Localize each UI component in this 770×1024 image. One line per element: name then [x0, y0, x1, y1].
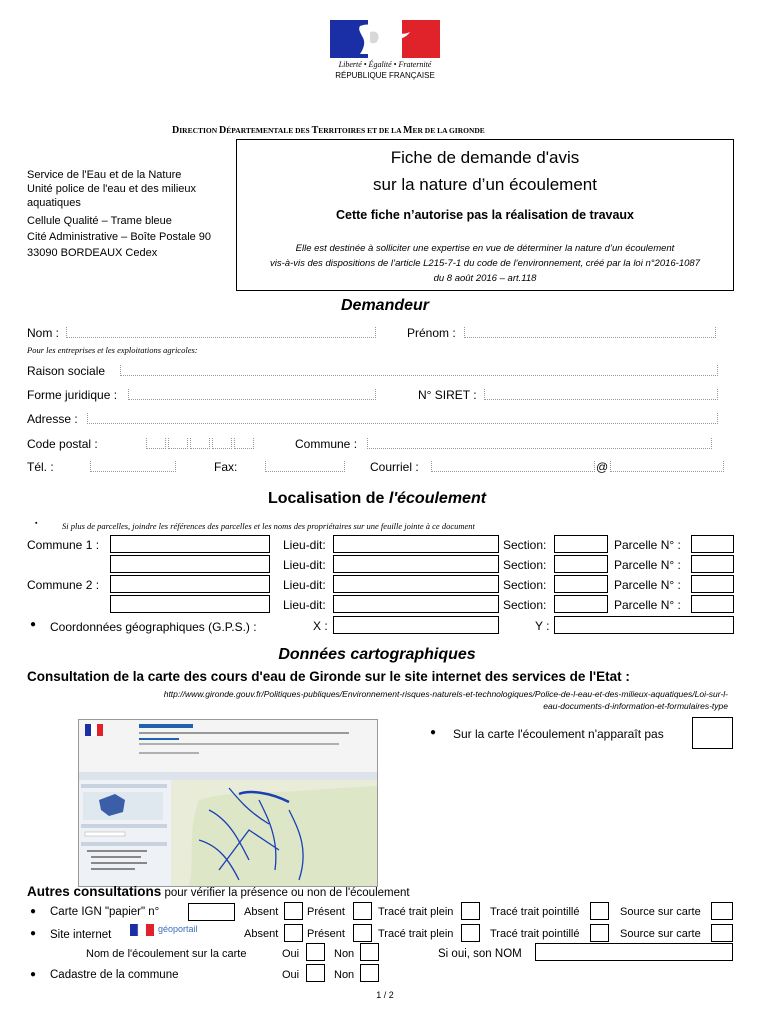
nom-label: Nom :	[27, 326, 60, 340]
site-internet-label: Site internet	[50, 929, 112, 941]
service-line: Service de l'Eau et de la Nature	[27, 169, 182, 181]
fax-label: Fax:	[214, 460, 238, 474]
bullet: ▪	[35, 520, 38, 527]
ign-present-checkbox[interactable]	[353, 902, 372, 920]
form-title: Fiche de demande d'avis	[390, 148, 580, 167]
service-line: Cité Administrative – Boîte Postale 90	[27, 231, 212, 243]
commune1-label: Commune 1 :	[27, 538, 100, 552]
ign-number-input[interactable]	[188, 903, 235, 921]
lieu-dit-label: Lieu-dit:	[283, 598, 326, 612]
lieu-dit-input[interactable]	[333, 575, 499, 593]
commune2-input[interactable]	[110, 575, 270, 593]
bullet: ●	[430, 727, 437, 738]
section-label: Section:	[503, 558, 547, 572]
service-line: 33090 BORDEAUX Cedex	[27, 247, 158, 259]
cadastre-non-checkbox[interactable]	[360, 964, 379, 982]
prenom-label: Prénom :	[407, 326, 456, 340]
tel-label: Tél. :	[27, 460, 54, 474]
trace-plein-label: Tracé trait plein	[378, 928, 454, 940]
section-label: Section:	[503, 578, 547, 592]
bullet: ●	[30, 619, 37, 630]
courriel-field[interactable]	[431, 461, 595, 472]
nom-field[interactable]	[66, 327, 376, 338]
non-label: Non	[334, 969, 355, 981]
not-on-map-label: Sur la carte l'écoulement n'apparaît pas	[453, 727, 664, 741]
ign-label: Carte IGN "papier" n°	[50, 906, 160, 918]
enterprise-note: Pour les entreprises et les exploitations agricoles:	[27, 345, 198, 355]
parcelle-input[interactable]	[691, 575, 734, 593]
site-source-checkbox[interactable]	[711, 924, 733, 942]
section-label: Section:	[503, 598, 547, 612]
site-absent-checkbox[interactable]	[284, 924, 303, 942]
lieu-dit-input[interactable]	[333, 555, 499, 573]
commune1-input[interactable]	[110, 535, 270, 553]
section-input[interactable]	[554, 595, 608, 613]
consultation-title: Consultation de la carte des cours d'eau de Gironde sur le site internet des services de l'Etat :	[27, 669, 630, 684]
courriel-label: Courriel :	[370, 460, 419, 474]
postal-digit[interactable]	[234, 438, 254, 449]
map-thumbnail-icon	[79, 720, 377, 886]
parcelle-input[interactable]	[691, 555, 734, 573]
nom-non-checkbox[interactable]	[360, 943, 379, 961]
description-line: vis-à-vis des dispositions de l’article L215-7-1 du code de l’environnement, créé par la loi n°2016-1087	[270, 258, 700, 269]
description-line: du 8 août 2016 – art.118	[433, 273, 537, 284]
parcelle-input[interactable]	[691, 595, 734, 613]
ign-trace-plein-checkbox[interactable]	[461, 902, 480, 920]
not-on-map-checkbox[interactable]	[692, 717, 733, 749]
service-line: Unité police de l'eau et des milieux	[27, 183, 197, 195]
trace-pointille-label: Tracé trait pointillé	[490, 906, 580, 918]
bullet: ●	[30, 906, 37, 917]
page-number: 1 / 2	[376, 990, 394, 1000]
geoportail-logo	[130, 924, 210, 938]
section-heading-demandeur: Demandeur	[340, 297, 430, 314]
title-box	[236, 139, 734, 291]
consultation-url[interactable]: http://www.gironde.gouv.fr/Politiques-publiques/Environnement-risques-naturels-et-technologiques/Police-de-l-eau-et-des-milieux-aquatiques/Loi-sur-l-	[163, 689, 728, 699]
trace-pointille-label: Tracé trait pointillé	[490, 928, 580, 940]
autres-heading: Autres consultations pour vérifier la présence ou non de l'écoulement	[27, 884, 410, 899]
commune-label: Commune :	[295, 437, 358, 451]
postal-digit[interactable]	[146, 438, 166, 449]
forme-juridique-label: Forme juridique :	[27, 388, 118, 402]
raison-sociale-label: Raison sociale	[27, 364, 106, 378]
source-label: Source sur carte	[620, 928, 701, 940]
code-postal-field[interactable]	[146, 438, 254, 448]
lieu-dit-label: Lieu-dit:	[283, 578, 326, 592]
french-flag-icon	[130, 924, 154, 936]
commune2-input-2[interactable]	[110, 595, 270, 613]
absent-label: Absent	[244, 928, 279, 940]
present-label: Présent	[307, 928, 345, 940]
parcelle-label: Parcelle N° :	[614, 578, 681, 592]
prenom-field[interactable]	[464, 327, 716, 338]
section-input[interactable]	[554, 535, 608, 553]
non-label: Non	[334, 948, 355, 960]
geoportail-wordmark: géoportail	[158, 924, 198, 934]
adresse-label: Adresse :	[27, 412, 78, 426]
cadastre-oui-checkbox[interactable]	[306, 964, 325, 982]
siret-field[interactable]	[484, 389, 718, 400]
commune1-input-2[interactable]	[110, 555, 270, 573]
postal-digit[interactable]	[168, 438, 188, 449]
at-sign: @	[596, 460, 609, 474]
map-screenshot	[78, 719, 378, 887]
courriel-domain-field[interactable]	[610, 461, 724, 472]
section-heading-cartographie: Données cartographiques	[278, 646, 476, 663]
motto: Liberté • Égalité • Fraternité	[338, 60, 432, 69]
adresse-field[interactable]	[87, 413, 718, 424]
parcelle-label: Parcelle N° :	[614, 598, 681, 612]
trace-plein-label: Tracé trait plein	[378, 906, 454, 918]
commune2-label: Commune 2 :	[27, 578, 100, 592]
oui-label: Oui	[282, 969, 300, 981]
nom-oui-checkbox[interactable]	[306, 943, 325, 961]
gps-label: Coordonnées géographiques (G.P.S.) :	[50, 620, 257, 634]
section-input[interactable]	[554, 575, 608, 593]
section-input[interactable]	[554, 555, 608, 573]
republic-logo	[330, 20, 440, 82]
form-subtitle: sur la nature d’un écoulement	[373, 175, 597, 194]
nom-ecoulement-input[interactable]	[535, 943, 733, 961]
lieu-dit-input[interactable]	[333, 595, 499, 613]
commune-field[interactable]	[367, 438, 712, 449]
ign-source-checkbox[interactable]	[711, 902, 733, 920]
site-trace-plein-checkbox[interactable]	[461, 924, 480, 942]
service-line: aquatiques	[27, 197, 81, 209]
x-label: X :	[313, 619, 328, 633]
section-label: Section:	[503, 538, 547, 552]
direction-title: DIRECTION DÉPARTEMENTALE DES TERRITOIRES ET DE LA MER DE LA GIRONDE	[172, 125, 485, 136]
warning-text: Cette fiche n’autorise pas la réalisation de travaux	[335, 208, 635, 222]
cadastre-label: Cadastre de la commune	[50, 969, 179, 981]
service-line: Cellule Qualité – Trame bleue	[27, 215, 172, 227]
parcelle-label: Parcelle N° :	[614, 538, 681, 552]
bullet: ●	[30, 928, 37, 939]
si-oui-label: Si oui, son NOM	[438, 948, 522, 960]
description-line: Elle est destinée à solliciter une expertise en vue de déterminer la nature d’un écoulement	[295, 243, 675, 254]
gps-y-input[interactable]	[554, 616, 734, 634]
present-label: Présent	[307, 906, 345, 918]
postal-digit[interactable]	[212, 438, 232, 449]
oui-label: Oui	[282, 948, 300, 960]
lieu-dit-label: Lieu-dit:	[283, 538, 326, 552]
consultation-url-continued[interactable]: eau-documents-d-information-et-formulaires-type	[543, 701, 728, 711]
republic-name: RÉPUBLIQUE FRANÇAISE	[335, 71, 435, 80]
absent-label: Absent	[244, 906, 279, 918]
code-postal-label: Code postal :	[27, 437, 98, 451]
forme-juridique-field[interactable]	[128, 389, 376, 400]
source-label: Source sur carte	[620, 906, 701, 918]
postal-digit[interactable]	[190, 438, 210, 449]
ign-trace-pointille-checkbox[interactable]	[590, 902, 609, 920]
service-address	[27, 168, 237, 260]
lieu-dit-label: Lieu-dit:	[283, 558, 326, 572]
y-label: Y :	[535, 619, 550, 633]
site-trace-pointille-checkbox[interactable]	[590, 924, 609, 942]
lieu-dit-input[interactable]	[333, 535, 499, 553]
raison-sociale-field[interactable]	[120, 365, 718, 376]
marianne-flag-icon	[330, 20, 440, 58]
parcel-note: Si plus de parcelles, joindre les références des parcelles et les noms des propriétaires sur une feuille jointe à ce document	[62, 521, 475, 531]
tel-field[interactable]	[90, 461, 176, 472]
gps-x-input[interactable]	[333, 616, 499, 634]
parcelle-input[interactable]	[691, 535, 734, 553]
site-present-checkbox[interactable]	[353, 924, 372, 942]
ign-absent-checkbox[interactable]	[284, 902, 303, 920]
siret-label: N° SIRET :	[418, 388, 477, 402]
fax-field[interactable]	[265, 461, 345, 472]
nom-ecoulement-label: Nom de l'écoulement sur la carte	[86, 948, 247, 960]
parcelle-label: Parcelle N° :	[614, 558, 681, 572]
section-heading-localisation: Localisation de l'écoulement	[267, 490, 487, 507]
bullet: ●	[30, 969, 37, 980]
